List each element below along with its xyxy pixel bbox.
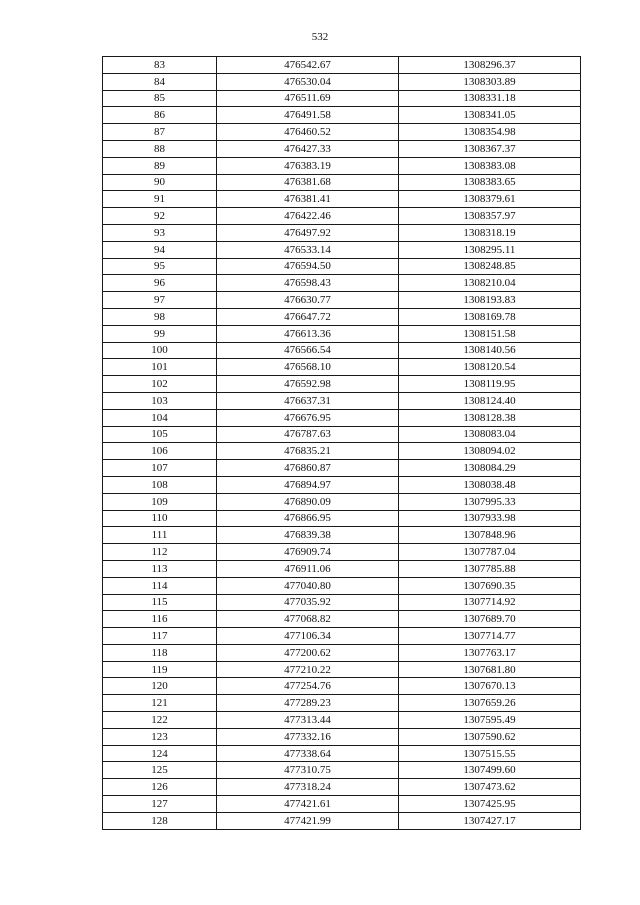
page-number: 532 bbox=[311, 31, 329, 43]
y-coordinate-cell: 1307933.98 bbox=[399, 510, 581, 527]
y-coordinate-cell: 1307590.62 bbox=[399, 728, 581, 745]
point-number-cell: 121 bbox=[103, 695, 217, 712]
x-coordinate-cell: 477210.22 bbox=[217, 661, 399, 678]
table-row bbox=[103, 409, 581, 426]
x-coordinate-cell: 476511.69 bbox=[217, 90, 399, 107]
table-row bbox=[103, 812, 581, 829]
point-number-cell: 99 bbox=[103, 325, 217, 342]
y-coordinate-cell: 1308341.05 bbox=[399, 107, 581, 124]
point-number-cell: 116 bbox=[103, 611, 217, 628]
point-number-cell: 113 bbox=[103, 560, 217, 577]
y-coordinate-cell: 1308124.40 bbox=[399, 392, 581, 409]
y-coordinate-cell: 1308248.85 bbox=[399, 258, 581, 275]
table-row bbox=[103, 745, 581, 762]
y-coordinate-cell: 1308084.29 bbox=[399, 460, 581, 477]
x-coordinate-cell: 477040.80 bbox=[217, 577, 399, 594]
y-coordinate-cell: 1308354.98 bbox=[399, 124, 581, 141]
table-row bbox=[103, 57, 581, 74]
y-coordinate-cell: 1308379.61 bbox=[399, 191, 581, 208]
table-row bbox=[103, 779, 581, 796]
table-row bbox=[103, 342, 581, 359]
point-number-cell: 92 bbox=[103, 208, 217, 225]
table-row bbox=[103, 611, 581, 628]
point-number-cell: 117 bbox=[103, 628, 217, 645]
y-coordinate-cell: 1308318.19 bbox=[399, 224, 581, 241]
table-row bbox=[103, 275, 581, 292]
y-coordinate-cell: 1308119.95 bbox=[399, 376, 581, 393]
table-row bbox=[103, 493, 581, 510]
x-coordinate-cell: 476890.09 bbox=[217, 493, 399, 510]
table-row bbox=[103, 527, 581, 544]
x-coordinate-cell: 477318.24 bbox=[217, 779, 399, 796]
table-row bbox=[103, 460, 581, 477]
point-number-cell: 101 bbox=[103, 359, 217, 376]
x-coordinate-cell: 476542.67 bbox=[217, 57, 399, 74]
x-coordinate-cell: 477289.23 bbox=[217, 695, 399, 712]
point-number-cell: 125 bbox=[103, 762, 217, 779]
table-row bbox=[103, 762, 581, 779]
y-coordinate-cell: 1307714.92 bbox=[399, 594, 581, 611]
x-coordinate-cell: 476592.98 bbox=[217, 376, 399, 393]
point-number-cell: 86 bbox=[103, 107, 217, 124]
table-row bbox=[103, 443, 581, 460]
y-coordinate-cell: 1308295.11 bbox=[399, 241, 581, 258]
table-row bbox=[103, 157, 581, 174]
table-row bbox=[103, 224, 581, 241]
point-number-cell: 115 bbox=[103, 594, 217, 611]
table-row bbox=[103, 191, 581, 208]
point-number-cell: 126 bbox=[103, 779, 217, 796]
y-coordinate-cell: 1307425.95 bbox=[399, 796, 581, 813]
x-coordinate-cell: 477200.62 bbox=[217, 644, 399, 661]
x-coordinate-cell: 476630.77 bbox=[217, 292, 399, 309]
table-row bbox=[103, 695, 581, 712]
y-coordinate-cell: 1307848.96 bbox=[399, 527, 581, 544]
table-row bbox=[103, 174, 581, 191]
point-number-cell: 88 bbox=[103, 140, 217, 157]
table-row bbox=[103, 90, 581, 107]
table-row bbox=[103, 796, 581, 813]
x-coordinate-cell: 476460.52 bbox=[217, 124, 399, 141]
point-number-cell: 118 bbox=[103, 644, 217, 661]
table-row bbox=[103, 426, 581, 443]
table-row bbox=[103, 208, 581, 225]
y-coordinate-cell: 1308383.08 bbox=[399, 157, 581, 174]
y-coordinate-cell: 1308367.37 bbox=[399, 140, 581, 157]
table-row bbox=[103, 124, 581, 141]
y-coordinate-cell: 1307995.33 bbox=[399, 493, 581, 510]
y-coordinate-cell: 1307785.88 bbox=[399, 560, 581, 577]
table-row bbox=[103, 678, 581, 695]
y-coordinate-cell: 1307427.17 bbox=[399, 812, 581, 829]
y-coordinate-cell: 1308128.38 bbox=[399, 409, 581, 426]
y-coordinate-cell: 1308357.97 bbox=[399, 208, 581, 225]
table-row bbox=[103, 476, 581, 493]
y-coordinate-cell: 1308210.04 bbox=[399, 275, 581, 292]
x-coordinate-cell: 477068.82 bbox=[217, 611, 399, 628]
y-coordinate-cell: 1307595.49 bbox=[399, 712, 581, 729]
x-coordinate-cell: 476894.97 bbox=[217, 476, 399, 493]
table-row bbox=[103, 292, 581, 309]
point-number-cell: 108 bbox=[103, 476, 217, 493]
x-coordinate-cell: 477035.92 bbox=[217, 594, 399, 611]
y-coordinate-cell: 1307763.17 bbox=[399, 644, 581, 661]
point-number-cell: 106 bbox=[103, 443, 217, 460]
y-coordinate-cell: 1308193.83 bbox=[399, 292, 581, 309]
point-number-cell: 91 bbox=[103, 191, 217, 208]
x-coordinate-cell: 477254.76 bbox=[217, 678, 399, 695]
y-coordinate-cell: 1307689.70 bbox=[399, 611, 581, 628]
point-number-cell: 84 bbox=[103, 73, 217, 90]
y-coordinate-cell: 1307515.55 bbox=[399, 745, 581, 762]
table-row bbox=[103, 594, 581, 611]
x-coordinate-cell: 476909.74 bbox=[217, 544, 399, 561]
y-coordinate-cell: 1307690.35 bbox=[399, 577, 581, 594]
x-coordinate-cell: 476911.06 bbox=[217, 560, 399, 577]
table-row bbox=[103, 258, 581, 275]
x-coordinate-cell: 476866.95 bbox=[217, 510, 399, 527]
table-row bbox=[103, 241, 581, 258]
table-row bbox=[103, 376, 581, 393]
y-coordinate-cell: 1308303.89 bbox=[399, 73, 581, 90]
y-coordinate-cell: 1308169.78 bbox=[399, 308, 581, 325]
point-number-cell: 114 bbox=[103, 577, 217, 594]
x-coordinate-cell: 476381.68 bbox=[217, 174, 399, 191]
y-coordinate-cell: 1308140.56 bbox=[399, 342, 581, 359]
x-coordinate-cell: 476613.36 bbox=[217, 325, 399, 342]
point-number-cell: 89 bbox=[103, 157, 217, 174]
coordinates-table-body bbox=[103, 57, 581, 830]
table-row bbox=[103, 560, 581, 577]
point-number-cell: 128 bbox=[103, 812, 217, 829]
table-row bbox=[103, 510, 581, 527]
table-row bbox=[103, 140, 581, 157]
point-number-cell: 94 bbox=[103, 241, 217, 258]
point-number-cell: 102 bbox=[103, 376, 217, 393]
x-coordinate-cell: 476533.14 bbox=[217, 241, 399, 258]
point-number-cell: 105 bbox=[103, 426, 217, 443]
point-number-cell: 112 bbox=[103, 544, 217, 561]
point-number-cell: 100 bbox=[103, 342, 217, 359]
x-coordinate-cell: 476839.38 bbox=[217, 527, 399, 544]
point-number-cell: 120 bbox=[103, 678, 217, 695]
y-coordinate-cell: 1307670.13 bbox=[399, 678, 581, 695]
x-coordinate-cell: 476568.10 bbox=[217, 359, 399, 376]
y-coordinate-cell: 1307787.04 bbox=[399, 544, 581, 561]
point-number-cell: 124 bbox=[103, 745, 217, 762]
x-coordinate-cell: 477332.16 bbox=[217, 728, 399, 745]
table-row bbox=[103, 644, 581, 661]
point-number-cell: 90 bbox=[103, 174, 217, 191]
x-coordinate-cell: 477338.64 bbox=[217, 745, 399, 762]
point-number-cell: 96 bbox=[103, 275, 217, 292]
y-coordinate-cell: 1308094.02 bbox=[399, 443, 581, 460]
y-coordinate-cell: 1308120.54 bbox=[399, 359, 581, 376]
x-coordinate-cell: 476676.95 bbox=[217, 409, 399, 426]
x-coordinate-cell: 477313.44 bbox=[217, 712, 399, 729]
x-coordinate-cell: 476637.31 bbox=[217, 392, 399, 409]
x-coordinate-cell: 476860.87 bbox=[217, 460, 399, 477]
x-coordinate-cell: 476491.58 bbox=[217, 107, 399, 124]
y-coordinate-cell: 1307659.26 bbox=[399, 695, 581, 712]
x-coordinate-cell: 476497.92 bbox=[217, 224, 399, 241]
x-coordinate-cell: 476594.50 bbox=[217, 258, 399, 275]
y-coordinate-cell: 1308383.65 bbox=[399, 174, 581, 191]
y-coordinate-cell: 1308331.18 bbox=[399, 90, 581, 107]
point-number-cell: 95 bbox=[103, 258, 217, 275]
point-number-cell: 119 bbox=[103, 661, 217, 678]
table-row bbox=[103, 73, 581, 90]
point-number-cell: 109 bbox=[103, 493, 217, 510]
x-coordinate-cell: 476647.72 bbox=[217, 308, 399, 325]
point-number-cell: 103 bbox=[103, 392, 217, 409]
point-number-cell: 110 bbox=[103, 510, 217, 527]
point-number-cell: 85 bbox=[103, 90, 217, 107]
x-coordinate-cell: 477421.99 bbox=[217, 812, 399, 829]
point-number-cell: 93 bbox=[103, 224, 217, 241]
point-number-cell: 123 bbox=[103, 728, 217, 745]
x-coordinate-cell: 477106.34 bbox=[217, 628, 399, 645]
x-coordinate-cell: 476422.46 bbox=[217, 208, 399, 225]
y-coordinate-cell: 1307499.60 bbox=[399, 762, 581, 779]
point-number-cell: 104 bbox=[103, 409, 217, 426]
x-coordinate-cell: 477310.75 bbox=[217, 762, 399, 779]
x-coordinate-cell: 476835.21 bbox=[217, 443, 399, 460]
point-number-cell: 107 bbox=[103, 460, 217, 477]
point-number-cell: 98 bbox=[103, 308, 217, 325]
x-coordinate-cell: 476427.33 bbox=[217, 140, 399, 157]
x-coordinate-cell: 476598.43 bbox=[217, 275, 399, 292]
point-number-cell: 127 bbox=[103, 796, 217, 813]
y-coordinate-cell: 1308038.48 bbox=[399, 476, 581, 493]
table-row bbox=[103, 544, 581, 561]
table-row bbox=[103, 628, 581, 645]
x-coordinate-cell: 477421.61 bbox=[217, 796, 399, 813]
table-row bbox=[103, 661, 581, 678]
y-coordinate-cell: 1308151.58 bbox=[399, 325, 581, 342]
table-row bbox=[103, 107, 581, 124]
x-coordinate-cell: 476381.41 bbox=[217, 191, 399, 208]
point-number-cell: 97 bbox=[103, 292, 217, 309]
point-number-cell: 83 bbox=[103, 57, 217, 74]
x-coordinate-cell: 476530.04 bbox=[217, 73, 399, 90]
x-coordinate-cell: 476787.63 bbox=[217, 426, 399, 443]
y-coordinate-cell: 1308296.37 bbox=[399, 57, 581, 74]
x-coordinate-cell: 476566.54 bbox=[217, 342, 399, 359]
x-coordinate-cell: 476383.19 bbox=[217, 157, 399, 174]
point-number-cell: 122 bbox=[103, 712, 217, 729]
point-number-cell: 87 bbox=[103, 124, 217, 141]
y-coordinate-cell: 1307714.77 bbox=[399, 628, 581, 645]
table-row bbox=[103, 325, 581, 342]
table-row bbox=[103, 728, 581, 745]
table-row bbox=[103, 308, 581, 325]
y-coordinate-cell: 1307473.62 bbox=[399, 779, 581, 796]
table-row bbox=[103, 712, 581, 729]
table-row bbox=[103, 392, 581, 409]
y-coordinate-cell: 1308083.04 bbox=[399, 426, 581, 443]
y-coordinate-cell: 1307681.80 bbox=[399, 661, 581, 678]
table-row bbox=[103, 577, 581, 594]
table-row bbox=[103, 359, 581, 376]
coordinates-table bbox=[102, 56, 581, 830]
point-number-cell: 111 bbox=[103, 527, 217, 544]
